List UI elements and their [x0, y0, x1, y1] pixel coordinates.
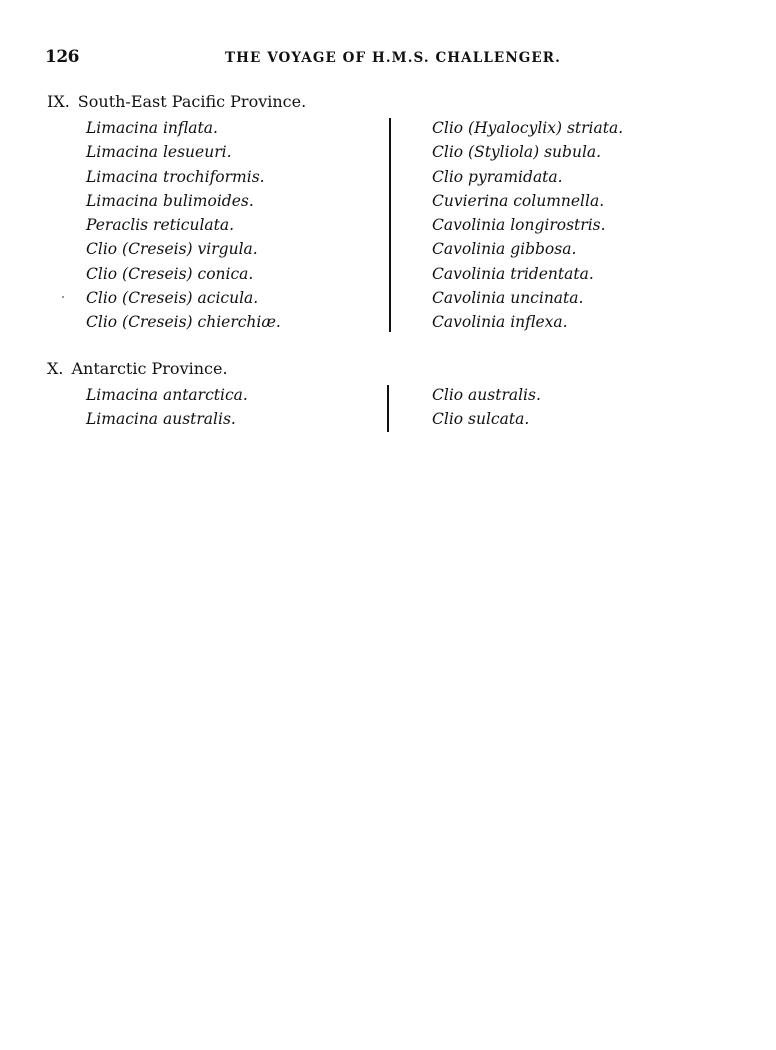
species-item: Limacina inflata. — [86, 119, 218, 137]
page-number: 126 — [45, 47, 79, 67]
species-item: Cavolinia tridentata. — [432, 264, 594, 283]
species-item: Limacina trochiformis. — [86, 167, 265, 186]
species-item: Limacina antarctica. — [86, 386, 248, 404]
section-heading-x — [47, 359, 228, 378]
species-item: Clio (Creseis) chierchiæ. — [86, 313, 281, 332]
species-item: Clio (Hyalocylix) striata. — [432, 119, 624, 137]
column-divider — [387, 385, 389, 432]
species-list-left — [86, 116, 281, 335]
section-number: X. — [47, 359, 64, 378]
species-item: Limacina australis. — [86, 410, 236, 429]
species-item: Cuvierina columnella. — [432, 191, 605, 210]
species-item: Peraclis reticulata. — [86, 216, 235, 235]
species-list-right — [432, 116, 623, 335]
running-title: THE VOYAGE OF H.M.S. CHALLENGER. — [225, 50, 561, 66]
species-item: Clio (Styliola) subula. — [432, 143, 602, 162]
species-item: Cavolinia gibbosa. — [432, 240, 577, 259]
print-speck — [62, 296, 64, 298]
species-item: Clio (Creseis) conica. — [86, 264, 254, 283]
species-list-right — [432, 383, 541, 432]
species-item: Clio pyramidata. — [432, 167, 563, 186]
species-item: Limacina lesueuri. — [86, 143, 232, 162]
species-item: Cavolinia longirostris. — [432, 216, 606, 235]
section-number: IX. — [47, 92, 70, 111]
species-item: Cavolinia inflexa. — [432, 313, 568, 332]
species-item: Clio (Creseis) virgula. — [86, 240, 258, 259]
section-title: South-East Pacific Province. — [77, 92, 307, 111]
species-item: Clio australis. — [432, 386, 541, 404]
species-item: Cavolinia uncinata. — [432, 289, 584, 308]
section-heading-ix — [47, 92, 306, 111]
species-item: Limacina bulimoides. — [86, 191, 254, 210]
column-divider — [389, 118, 391, 332]
species-item: Clio sulcata. — [432, 410, 530, 429]
section-title: Antarctic Province. — [71, 359, 228, 378]
species-item: Clio (Creseis) acicula. — [86, 289, 259, 308]
species-list-left — [86, 383, 248, 432]
